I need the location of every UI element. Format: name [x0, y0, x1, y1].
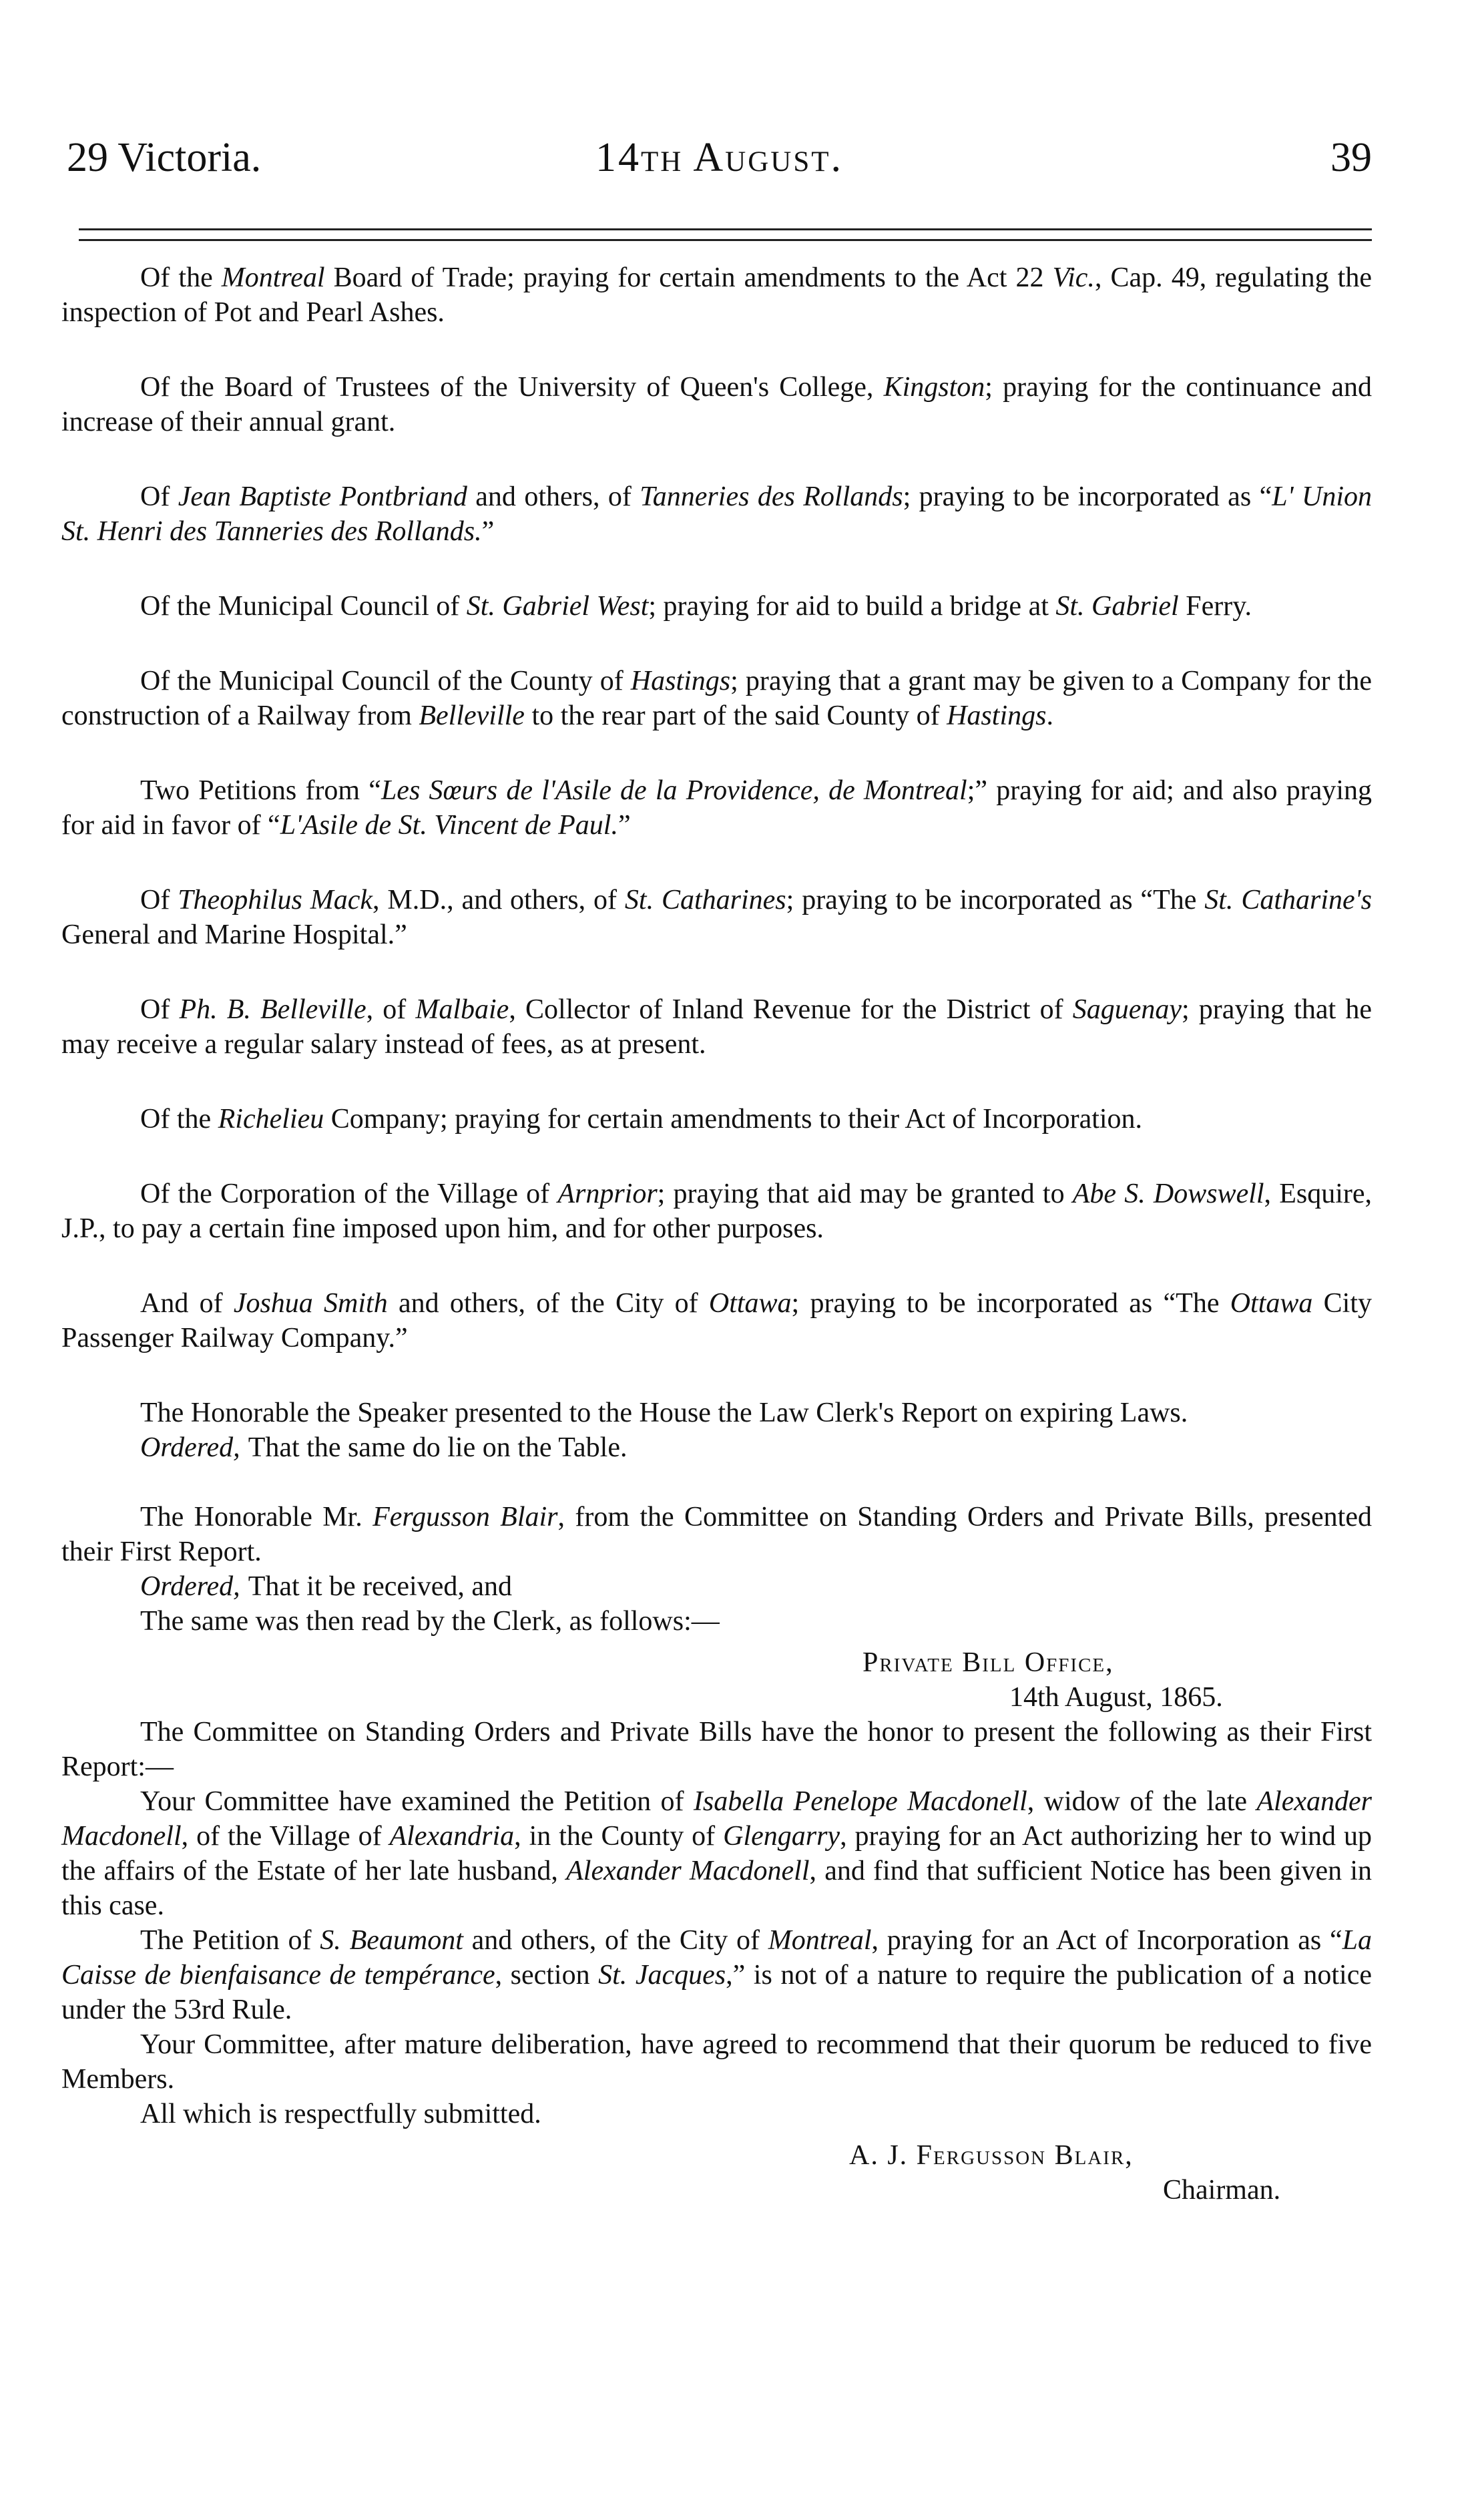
page-header	[67, 131, 1372, 184]
committee-read-line: The same was then read by the Clerk, as follows:—	[140, 1606, 720, 1637]
signature-name: A. J. Fergusson Blair,	[849, 2140, 1134, 2171]
report-quorum: Your Committee, after mature deliberation, have agreed to recommend that their quorum be reduced to five Members.	[61, 2029, 1372, 2095]
report-beaumont: The Petition of S. Beaumont and others, of the City of Montreal, praying for an Act of Incorporation as “La Caisse de bienfaisance de tempérance, section St. Jacques,” is not of a nature to require the publication of a notice under the 53rd Rule.	[61, 1925, 1372, 2025]
report-intro: The Committee on Standing Orders and Private Bills have the honor to present the following as their First Report:—	[61, 1717, 1372, 1782]
signature-title: Chairman.	[1163, 2175, 1281, 2206]
petition-ottawa-railway: And of Joshua Smith and others, of the City of Ottawa; praying to be incorporated as “The Ottawa City Passenger Railway Company.”	[61, 1288, 1372, 1353]
header-regnal-year: 29 Victoria.	[67, 135, 262, 180]
petition-st-catharines-hospital: Of Theophilus Mack, M.D., and others, of St. Catharines; praying to be incorporated as “The St. Catharine's General and Marine Hospital.”	[61, 885, 1372, 950]
header-date: 14th August.	[595, 135, 843, 180]
office-date: 14th August, 1865.	[1009, 1682, 1223, 1713]
report-closing: All which is respectfully submitted.	[140, 2099, 541, 2129]
document-body	[61, 260, 1372, 2208]
petition-richelieu-company: Of the Richelieu Company; praying for certain amendments to their Act of Incorporation.	[140, 1104, 1143, 1134]
petition-hastings: Of the Municipal Council of the County of Hastings; praying that a grant may be given to a Company for the construction of a Railway from Belleville to the rear part of the said County of Hastings.	[61, 666, 1372, 731]
page-number: 39	[1330, 135, 1372, 180]
office-name: Private Bill Office,	[862, 1647, 1114, 1678]
law-clerk-order: Ordered, That the same do lie on the Table.	[140, 1432, 628, 1463]
first-report	[61, 1715, 1372, 2131]
committee-report-presented: The Honorable Mr. Fergusson Blair, from the Committee on Standing Orders and Private Bills, presented their First Report.	[61, 1502, 1372, 1567]
petition-montreal-board-of-trade: Of the Montreal Board of Trade; praying for certain amendments to the Act 22 Vic., Cap. 49, regulating the inspection of Pot and Pearl Ashes.	[61, 262, 1372, 328]
petition-belleville-saguenay: Of Ph. B. Belleville, of Malbaie, Collector of Inland Revenue for the District of Saguenay; praying that he may receive a regular salary instead of fees, as at present.	[61, 994, 1372, 1060]
private-bill-office-heading	[61, 1645, 1372, 1715]
signature-block	[61, 2138, 1372, 2208]
header-rule-bottom	[79, 239, 1372, 241]
report-macdonell: Your Committee have examined the Petition of Isabella Penelope Macdonell, widow of the late Alexander Macdonell, of the Village of Alexandria, in the County of Glengarry, praying for an Act authorizing her to wind up the affairs of the Estate of her late husband, Alexander Macdonell, and find that sufficient Notice has been given in this case.	[61, 1786, 1373, 1921]
petition-pontbriand: Of Jean Baptiste Pontbriand and others, of Tanneries des Rollands; praying to be incorporated as “L' Union St. Henri des Tanneries des Rollands.”	[61, 481, 1372, 547]
committee-order: Ordered, That it be received, and	[140, 1571, 512, 1602]
petition-soeurs-providence: Two Petitions from “Les Sœurs de l'Asile de la Providence, de Montreal;” praying for aid; and also praying for aid in favor of “L'Asile de St. Vincent de Paul.”	[61, 775, 1372, 841]
petition-queens-college: Of the Board of Trustees of the University of Queen's College, Kingston; praying for the continuance and increase of their annual grant.	[61, 372, 1372, 437]
header-rule-top	[79, 228, 1372, 230]
petition-arnprior: Of the Corporation of the Village of Arnprior; praying that aid may be granted to Abe S. Dowswell, Esquire, J.P., to pay a certain fine imposed upon him, and for other purposes.	[61, 1179, 1372, 1244]
law-clerk-report: The Honorable the Speaker presented to the House the Law Clerk's Report on expiring Laws.	[140, 1398, 1188, 1428]
petition-st-gabriel-west: Of the Municipal Council of St. Gabriel West; praying for aid to build a bridge at St. Gabriel Ferry.	[140, 591, 1252, 622]
